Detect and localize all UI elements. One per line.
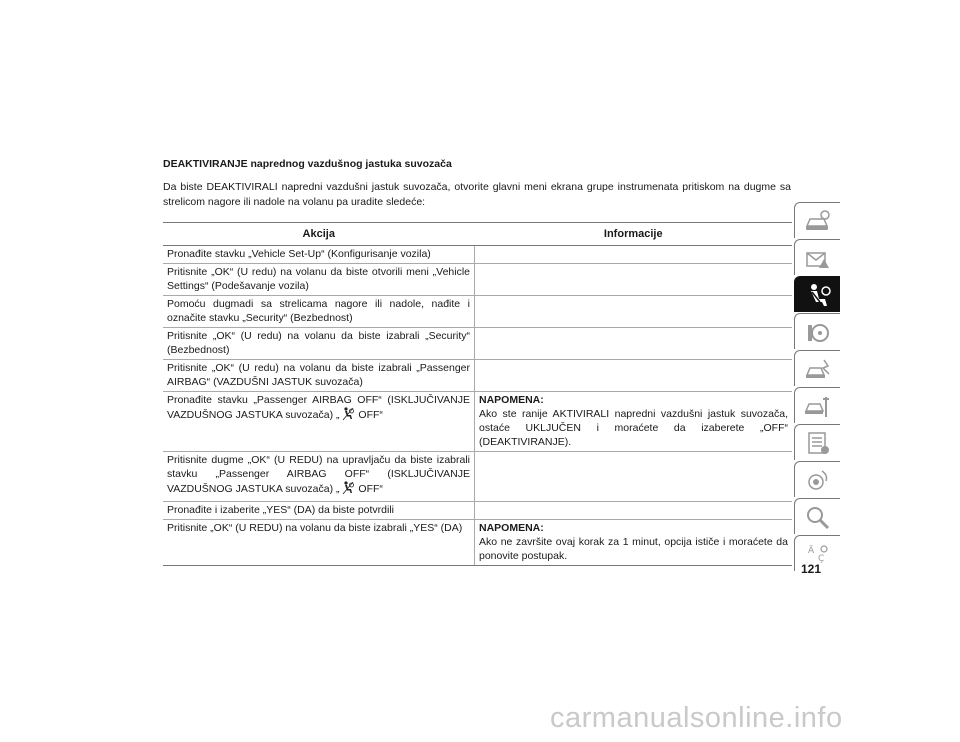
tab-magnifier[interactable] (794, 498, 840, 534)
table-row (163, 392, 792, 452)
info-cell (475, 392, 793, 452)
action-text-off: OFF“ (355, 409, 383, 421)
table-row (163, 452, 792, 502)
info-cell (475, 502, 793, 520)
instruction-table (163, 222, 792, 566)
tab-audio-settings[interactable] (794, 461, 840, 497)
table-row (163, 264, 792, 296)
info-cell (475, 328, 793, 360)
action-cell: Pritisnite „OK“ (U REDU) na volanu da biste izabrali „YES“ (DA) (163, 520, 475, 566)
action-cell: Pritisnite „OK“ (U redu) na volanu da biste izabrali „Security“ (Bezbednost) (163, 328, 475, 360)
watermark: carmanualsonline.info (550, 702, 843, 734)
note-title: NAPOMENA: (479, 522, 544, 534)
tab-seatbelt-airbag[interactable] (794, 276, 840, 312)
car-tools-icon (804, 393, 832, 419)
tab-checklist[interactable] (794, 424, 840, 460)
magnifier-icon (804, 504, 832, 530)
audio-settings-icon (804, 467, 832, 493)
info-cell (475, 360, 793, 392)
intro-paragraph: Da biste DEAKTIVIRALI napredni vazdušni jastuk suvozača, otvorite glavni meni ekrana grupe instrumenata pritiskom na dugme sa strelicom nagore ili nadole na volanu pa uradite sledeće: (163, 181, 791, 208)
svg-text:Ä: Ä (807, 545, 814, 556)
car-dashboard-icon (804, 208, 832, 234)
action-cell: Pronađite i izaberite „YES“ (DA) da biste potvrdili (163, 502, 475, 520)
tab-car-dashboard[interactable] (794, 202, 840, 238)
passenger-airbag-off-icon (342, 407, 354, 425)
info-cell (475, 296, 793, 328)
action-cell (163, 392, 475, 452)
info-cell (475, 264, 793, 296)
svg-text:Ç: Ç (817, 553, 824, 564)
note-text: Ako ste ranije AKTIVIRALI napredni vazdušni jastuk suvozača, ostaće UKLJUČEN i moraćete da izaberete „OFF“ (DEAKTIVIRANJE). (479, 408, 788, 448)
info-cell (475, 520, 793, 566)
passenger-airbag-off-icon (342, 481, 354, 499)
table-row (163, 520, 792, 566)
checklist-icon (804, 430, 832, 456)
note-text: Ako ne završite ovaj korak za 1 minut, opcija ističe i moraćete da ponovite postupak. (479, 536, 788, 562)
car-crash-icon (804, 356, 832, 382)
steering-wheel-icon (804, 319, 832, 345)
action-text: Pritisnite dugme „OK“ (U REDU) na upravljaču da biste izabrali stavku „Passenger AIRBAG OFF“ (ISKLJUČIVANJE VAZDUŠNOG JASTUKA suvozača) „ (167, 454, 470, 495)
note-title: NAPOMENA: (479, 394, 544, 406)
action-cell: Pronađite stavku „Vehicle Set-Up“ (Konfigurisanje vozila) (163, 246, 475, 264)
info-cell (475, 246, 793, 264)
action-cell: Pomoću dugmadi sa strelicama nagore ili nadole, nađite i označite stavku „Security“ (Bezbednost) (163, 296, 475, 328)
table-header-row (163, 223, 792, 246)
action-text-off: OFF“ (355, 483, 383, 495)
action-cell: Pritisnite „OK“ (U redu) na volanu da biste otvorili meni „Vehicle Settings“ (Podešavanje vozila) (163, 264, 475, 296)
table-row (163, 246, 792, 264)
tab-car-tools[interactable] (794, 387, 840, 423)
tab-envelope-warning[interactable] (794, 239, 840, 275)
seatbelt-airbag-icon (804, 282, 832, 308)
action-cell (163, 452, 475, 502)
chapter-tabs (794, 202, 840, 572)
tab-steering-wheel[interactable] (794, 313, 840, 349)
section-heading: DEAKTIVIRANJE naprednog vazdušnog jastuka suvozača (163, 158, 452, 170)
header-info: Informacije (475, 223, 793, 246)
page-number: 121 (801, 562, 822, 576)
table-row (163, 502, 792, 520)
table-row (163, 360, 792, 392)
table-row (163, 328, 792, 360)
action-cell: Pritisnite „OK“ (U redu) na volanu da biste izabrali „Passenger AIRBAG“ (VAZDUŠNI JASTUK suvozača) (163, 360, 475, 392)
action-text: Pronađite stavku „Passenger AIRBAG OFF“ (ISKLJUČIVANJE VAZDUŠNOG JASTUKA suvozača) „ (167, 394, 470, 421)
header-action: Akcija (163, 223, 475, 246)
envelope-warning-icon (804, 245, 832, 271)
info-cell (475, 452, 793, 502)
tab-car-crash[interactable] (794, 350, 840, 386)
table-row (163, 296, 792, 328)
